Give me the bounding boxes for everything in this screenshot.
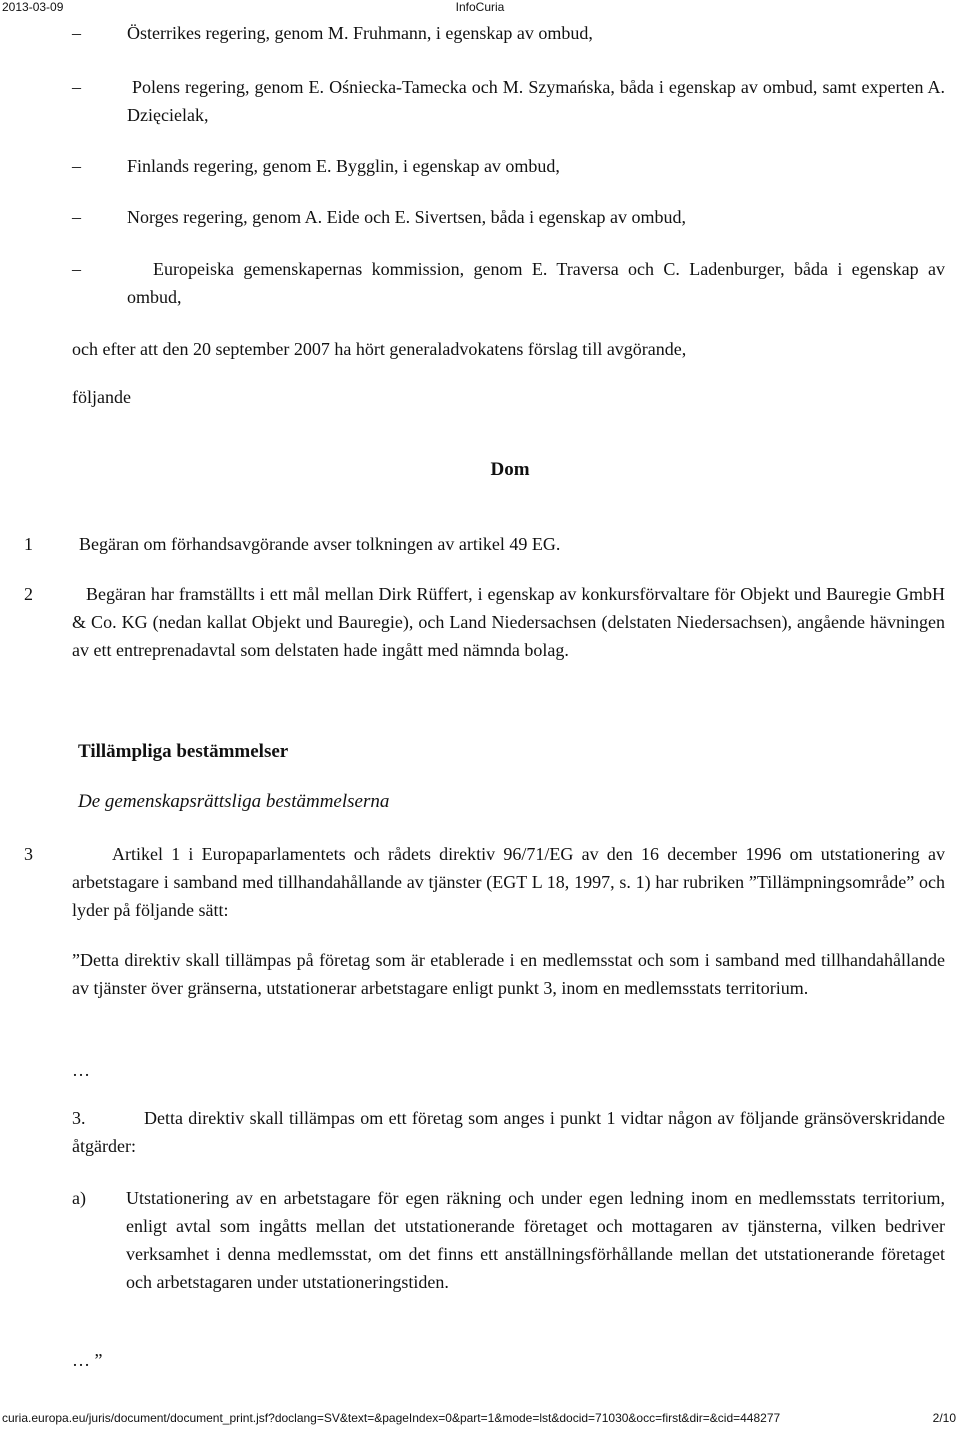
party-item: Österrikes regering, genom M. Fruhmann, i egenskap av ombud,: [127, 23, 593, 43]
party-dash: –: [72, 156, 81, 176]
quote-paragraph: ”Detta direktiv skall tillämpas på företag som är etablerade i en medlemsstat och som i samband med tillhandahållande av tjänster över gränserna, utstationerar arbetstagare enligt punkt 3, inom en medlemsstats territorium.: [72, 950, 945, 998]
quote-paragraph: Detta direktiv skall tillämpas om ett företag som anges i punkt 1 vidtar någon av följande gränsöverskridande åtgärder:: [72, 1108, 945, 1156]
list-item: Utstationering av en arbetstagare för egen räkning och under egen ledning inom en medlemsstats territorium, enligt avtal som ingåtts mellan det utstationerande företaget och mottagaren av tjänsterna, vilken bedriver verksamhet i denna medlemsstat, om det finns ett anställningsförhållande mellan det utstationerande företaget och arbetstagaren under utstationeringstiden.: [126, 1188, 945, 1292]
party-dash: –: [72, 207, 81, 227]
party-dash: –: [72, 259, 81, 279]
dom-heading: Dom: [490, 459, 530, 480]
print-date: 2013-03-09: [2, 0, 64, 14]
paragraph-text: Begäran om förhandsavgörande avser tolkningen av artikel 49 EG.: [79, 534, 561, 554]
foljande-text: följande: [72, 387, 131, 407]
ellipsis: …: [72, 1060, 90, 1080]
list-label: a): [72, 1188, 86, 1208]
paragraph-text: Begäran har framställts i ett mål mellan Dirk Rüffert, i egenskap av konkursförvaltare för Objekt und Bauregie GmbH & Co. KG (nedan kallat Objekt und Bauregie), och Land Niedersachsen (delstaten Niedersachsen), angående hävningen av ett entreprenadavtal som delstaten hade ingått med nämnda bolag.: [72, 584, 945, 660]
party-dash: –: [72, 23, 81, 43]
footer-page-number: 2/10: [932, 1411, 956, 1425]
paragraph-number: 1: [24, 534, 33, 554]
print-site-title: InfoCuria: [455, 0, 505, 14]
section-heading: Tillämpliga bestämmelser: [78, 741, 289, 762]
print-footer: [0, 1411, 960, 1427]
paragraph-number: 2: [24, 584, 33, 604]
footer-url[interactable]: curia.europa.eu/juris/document/document_print.jsf?doclang=SV&text=&pageIndex=0&part=1&mode=lst&docid=71030&occ=first&dir=&cid=448277: [2, 1411, 781, 1425]
print-header: [0, 0, 960, 16]
party-dash: –: [72, 77, 81, 97]
paragraph-number: 3: [24, 844, 33, 864]
quote-item-number: 3.: [72, 1108, 86, 1128]
party-item: Finlands regering, genom E. Bygglin, i egenskap av ombud,: [127, 156, 560, 176]
party-item: Norges regering, genom A. Eide och E. Sivertsen, båda i egenskap av ombud,: [127, 207, 687, 227]
intro-text: och efter att den 20 september 2007 ha hört generaladvokatens förslag till avgörande,: [72, 339, 687, 359]
subsection-heading: De gemenskapsrättsliga bestämmelserna: [78, 791, 390, 812]
party-item: Polens regering, genom E. Ośniecka-Tamecka och M. Szymańska, båda i egenskap av ombud, samt experten A. Dzięcielak,: [127, 77, 945, 125]
paragraph-text: Artikel 1 i Europaparlamentets och rådets direktiv 96/71/EG av den 16 december 1996 om utstationering av arbetstagare i samband med tillhandahållande av tjänster (EGT L 18, 1997, s. 1) har rubriken ”Tillämpningsområde” och lyder på följande sätt:: [72, 844, 945, 920]
party-item: Europeiska gemenskapernas kommission, genom E. Traversa och C. Ladenburger, båda i egenskap av ombud,: [127, 259, 945, 307]
ellipsis: … ”: [72, 1350, 103, 1370]
